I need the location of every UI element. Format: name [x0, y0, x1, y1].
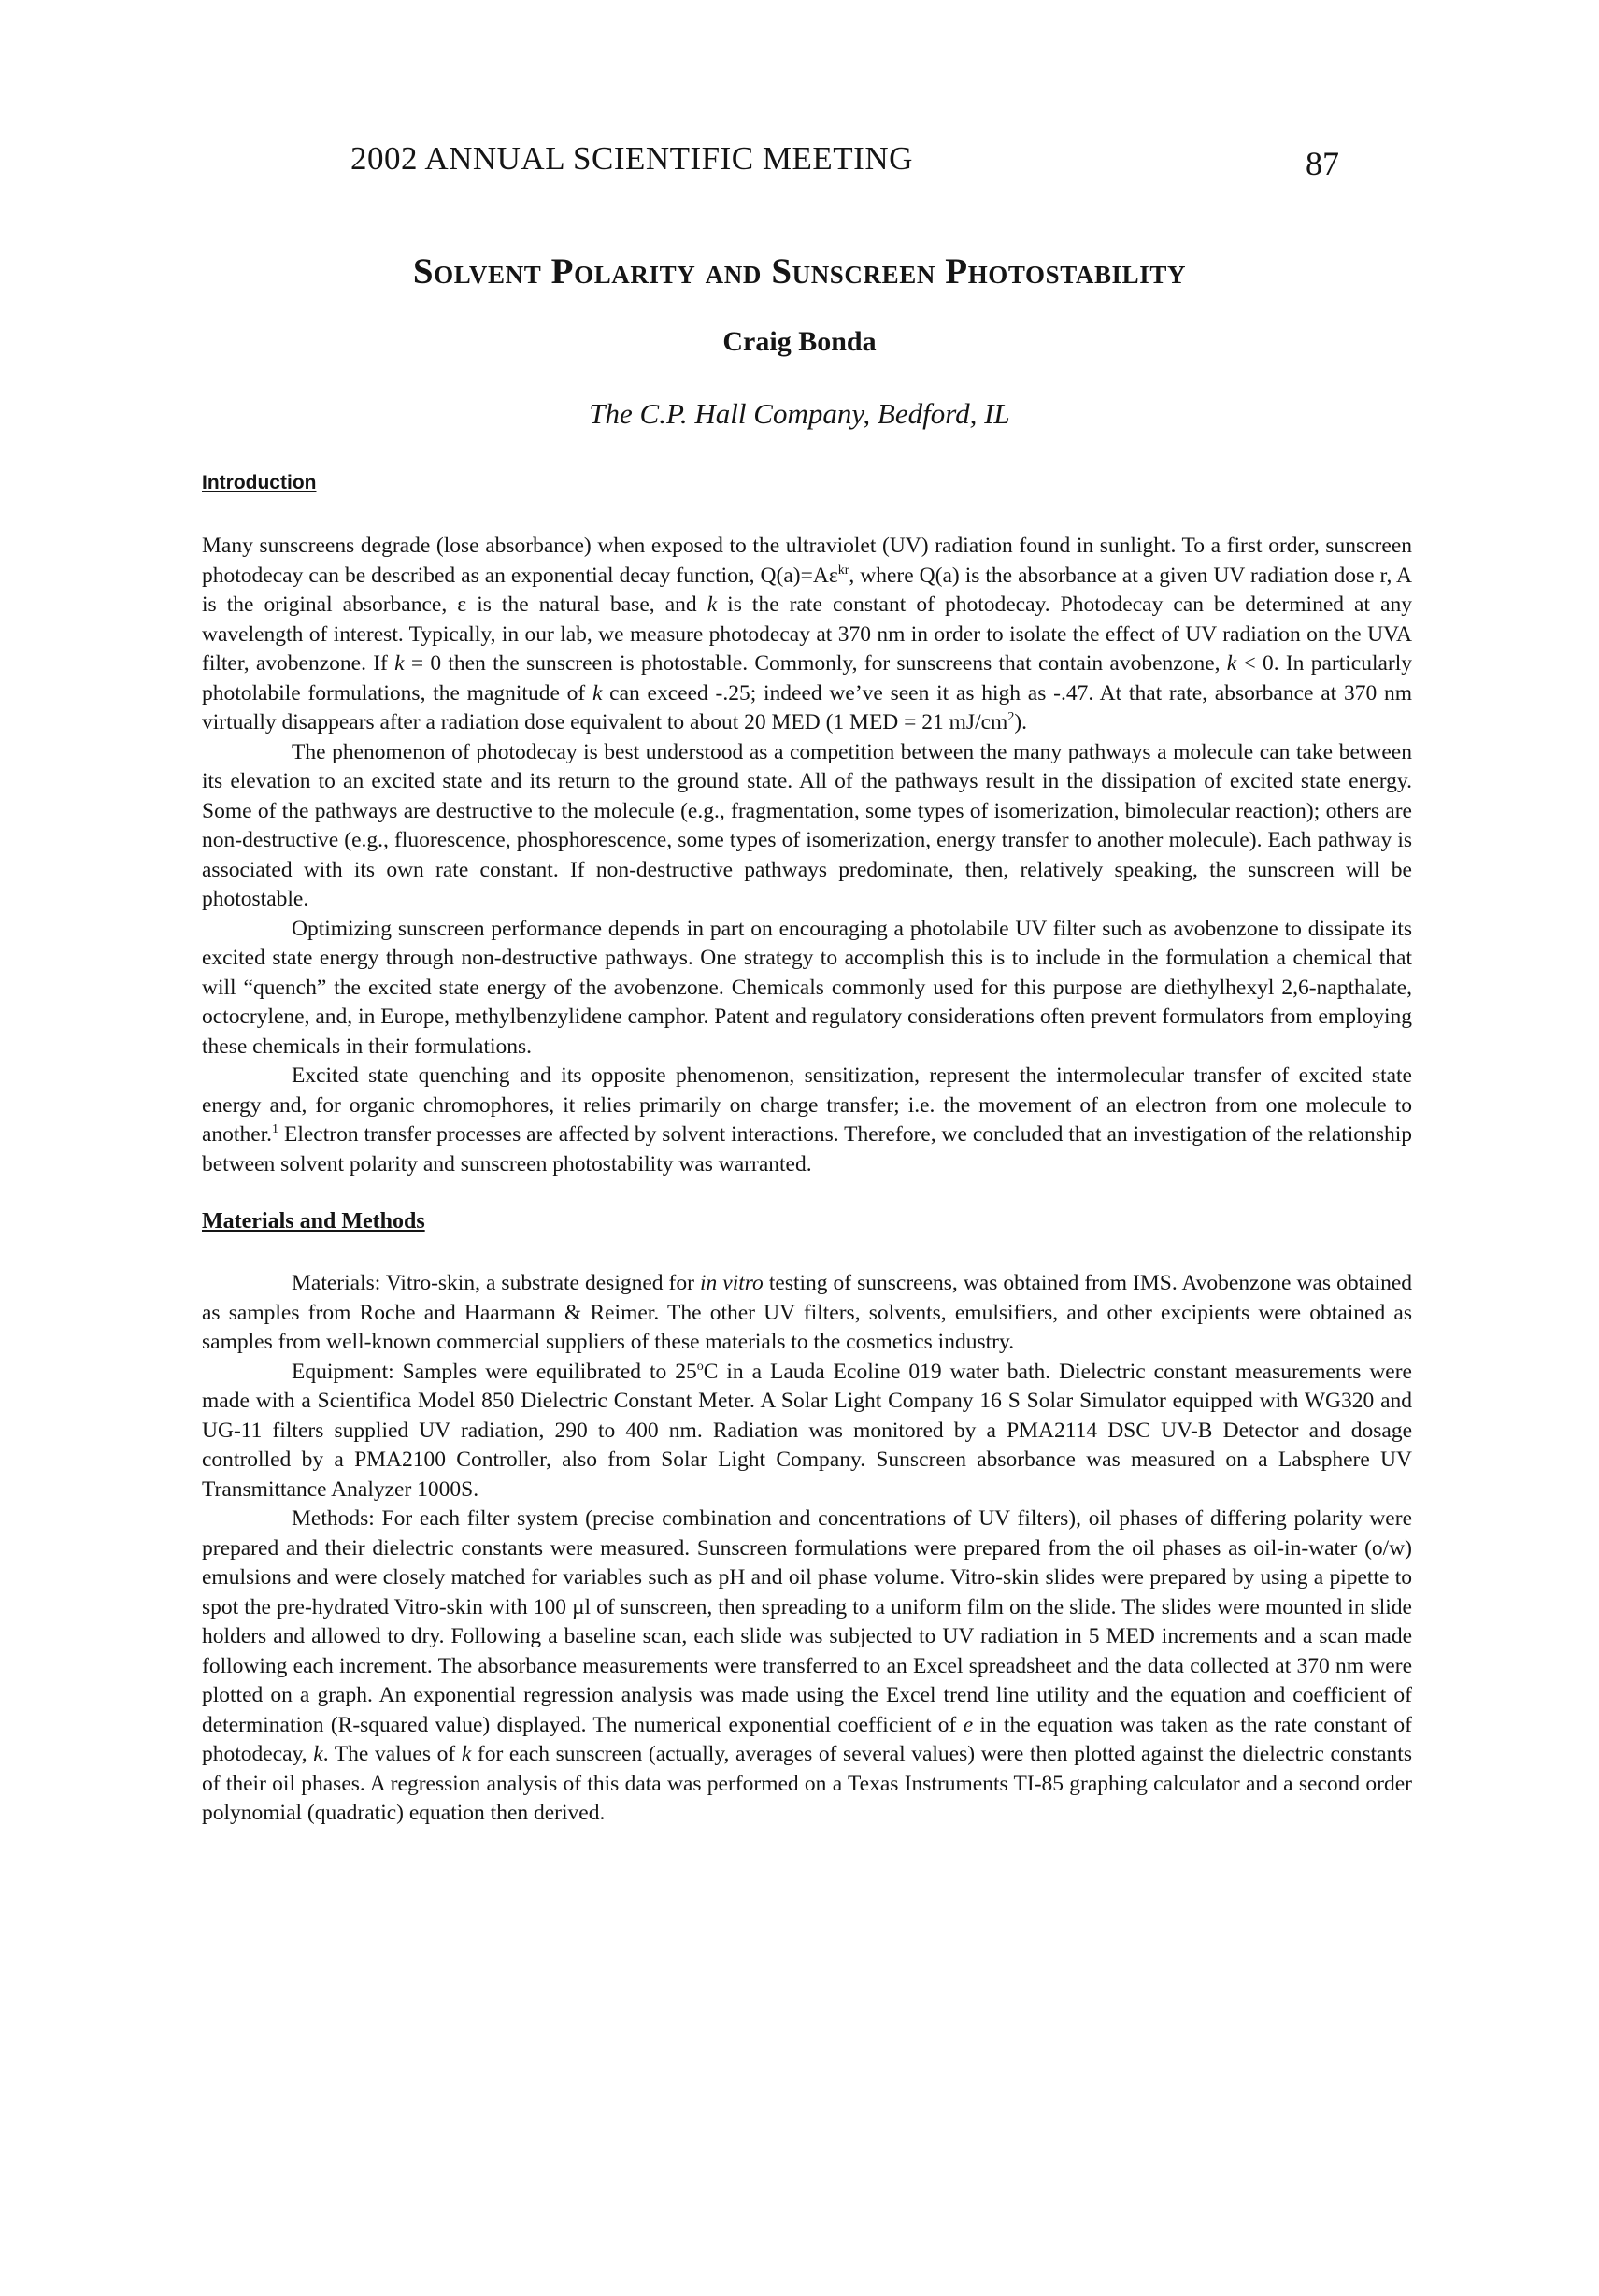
introduction-body [202, 532, 1412, 1179]
materials-paragraph: Materials: Vitro-skin, a substrate designed for in vitro testing of sunscreens, was obtained from IMS. Avobenzone was obtained as samples from Roche and Haarmann & Reimer. The other UV filters, solvents, emulsifiers, and other excipients were obtained as samples from well-known commercial suppliers of these materials to the cosmetics industry. [202, 1271, 1412, 1354]
intro-paragraph-4: Excited state quenching and its opposite phenomenon, sensitization, represent the intermolecular transfer of excited state energy and, for organic chromophores, it relies primarily on charge transfer; i.e. the movement of an electron from one molecule to another.$^1$ Electron transfer processes are affected by solvent interactions. Therefore, we concluded that an investigation of the relationship between solvent polarity and sunscreen photostability was warranted. [202, 1063, 1412, 1177]
running-title: 2002 ANNUAL SCIENTIFIC MEETING [350, 140, 913, 177]
methods-body [202, 1269, 1412, 1829]
running-header [0, 140, 1599, 187]
materials-methods-heading: Materials and Methods [202, 1209, 425, 1234]
introduction-heading: Introduction [202, 472, 317, 493]
affiliation: The C.P. Hall Company, Bedford, IL [589, 397, 1010, 430]
intro-paragraph-2: The phenomenon of photodecay is best understood as a competition between the many pathways a molecule can take between its elevation to an excited state and its return to the ground state. All of the pathways result in the dissipation of excited state energy. Some of the pathways are destructive to the molecule (e.g., fragmentation, some types of isomerization, bimolecular reaction); others are non-destructive (e.g., fluorescence, phosphorescence, some types of isomerization, energy transfer to another molecule). Each pathway is associated with its own rate constant. If non-destructive pathways predominate, then, relatively speaking, the sunscreen will be photostable. [202, 739, 1412, 911]
methods-paragraph: Methods: For each filter system (precise combination and concentrations of UV filters), oil phases of differing polarity were prepared and their dielectric constants were measured. Sunscreen formulations were prepared from the oil phases as oil-in-water (o/w) emulsions and were closely matched for variables such as pH and oil phase volume. Vitro-skin slides were prepared by using a pipette to spot the pre-hydrated Vitro-skin with 100 µl of sunscreen, then spreading to a uniform film on the slide. The slides were mounted in slide holders and allowed to dry. Following a baseline scan, each slide was subjected to UV radiation in 5 MED increments and a scan made following each increment. The absorbance measurements were transferred to an Excel spreadsheet and the data collected at 370 nm were plotted on a graph. An exponential regression analysis was made using the Excel trend line utility and the equation and coefficient of determination (R-squared value) displayed. The numerical exponential coefficient of e in the equation was taken as the rate constant of photodecay, k. The values of k for each sunscreen (actually, averages of several values) were then plotted against the dielectric constants of their oil phases. A regression analysis of this data was performed on a Texas Instruments TI-85 graphing calculator and a second order polynomial (quadratic) equation then derived. [202, 1506, 1412, 1825]
author: Craig Bonda [722, 326, 877, 357]
page-number: 87 [1306, 145, 1339, 182]
article-title: Solvent Polarity and Sunscreen Photostability [412, 251, 1187, 292]
intro-paragraph-1: Many sunscreens degrade (lose absorbance) when exposed to the ultraviolet (UV) radiation found in sunlight. To a first order, sunscreen photodecay can be described as an exponential decay function, $Q(a)=A\varepsilon^{kr}$, where Q(a) is the absorbance at a given UV radiation dose r, A is the original absorbance, ε is the natural base, and k is the rate constant of photodecay. Photodecay can be determined at any wavelength of interest. Typically, in our lab, we measure photodecay at 370 nm in order to isolate the effect of UV radiation on the UVA filter, avobenzone. If k = 0 then the sunscreen is photostable. Commonly, for sunscreens that contain avobenzone, k < 0. In particularly photolabile formulations, the magnitude of k can exceed -.25; indeed we’ve seen it as high as -.47. At that rate, absorbance at 370 nm virtually disappears after a radiation dose equivalent to about 20 MED (1 MED = 21 $mJ/cm^2$). [202, 534, 1413, 734]
intro-paragraph-3: Optimizing sunscreen performance depends in part on encouraging a photolabile UV filter such as avobenzone to dissipate its excited state energy through non-destructive pathways. One strategy to accomplish this is to include in the formulation a chemical that will “quench” the excited state energy of the avobenzone. Chemicals commonly used for this purpose are diethylhexyl 2,6-napthalate, octocrylene, and, in Europe, methylbenzylidene camphor. Patent and regulatory considerations often prevent formulators from employing these chemicals in their formulations. [202, 916, 1412, 1059]
equipment-paragraph: Equipment: Samples were equilibrated to 25$^o$C in a Lauda Ecoline 019 water bath. Dielectric constant measurements were made with a Scientifica Model 850 Dielectric Constant Meter. A Solar Light Company 16 S Solar Simulator equipped with WG320 and UG-11 filters supplied UV radiation, 290 to 400 nm. Radiation was monitored by a PMA2114 DSC UV-B Detector and dosage controlled by a PMA2100 Controller, also from Solar Light Company. Sunscreen absorbance was measured on a Labsphere UV Transmittance Analyzer 1000S. [202, 1359, 1412, 1502]
